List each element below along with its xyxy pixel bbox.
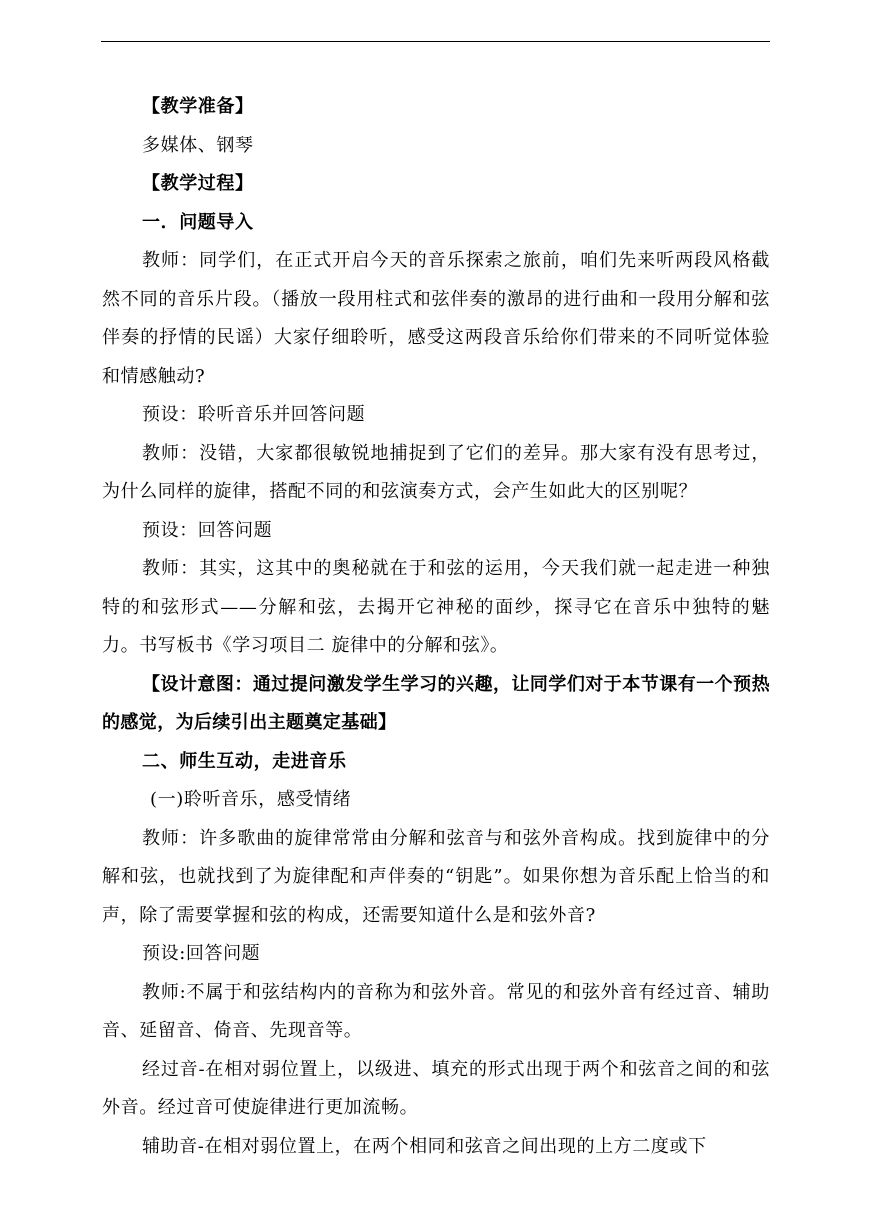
paragraph-teacher-2: 教师：没错，大家都很敏锐地捕捉到了它们的差异。那大家有没有思考过，为什么同样的旋律，搭配不同的和弦演奏方式，会产生如此大的区别呢？ — [102, 442, 770, 502]
heading-subsection-1: (一)聆听音乐，感受情绪 — [150, 789, 352, 810]
heading-section-1: 一．问题导入 — [142, 211, 254, 233]
paragraph-teacher-intro: 教师：同学们，在正式开启今天的音乐探索之旅前，咱们先来听两段风格截然不同的音乐片段。（播放一段用柱式和弦伴奏的激昂的进行曲和一段用分解和弦伴奏的抒情的民谣）大家仔细聆听，感受这两段音乐给你们带来的不同听觉体验和情感触动? — [102, 250, 770, 387]
header-rule — [101, 41, 770, 42]
paragraph-neighbor-tone: 辅助音-在相对弱位置上，在两个相同和弦音之间出现的上方二度或下 — [142, 1135, 707, 1157]
design-intent: 【设计意图：通过提问激发学生学习的兴趣，让同学们对于本节课有一个预热的感觉，为后续引出主题奠定基础】 — [102, 673, 770, 733]
prep-items: 多媒体、钢琴 — [142, 134, 254, 156]
paragraph-teacher-5: 教师:不属于和弦结构内的音称为和弦外音。常见的和弦外音有经过音、辅助音、延留音、倚音、先现音等。 — [102, 981, 770, 1041]
heading-teaching-prep: 【教学准备】 — [142, 96, 254, 117]
document-body — [102, 88, 770, 1166]
heading-section-2: 二、师生互动，走进音乐 — [142, 750, 347, 772]
paragraph-preset-3: 预设:回答问题 — [142, 943, 261, 964]
paragraph-preset-1: 预设：聆听音乐并回答问题 — [142, 404, 366, 425]
paragraph-teacher-4: 教师：许多歌曲的旋律常常由分解和弦音与和弦外音构成。找到旋律中的分解和弦，也就找到了为旋律配和声伴奏的“钥匙”。如果你想为音乐配上恰当的和声，除了需要掌握和弦的构成，还需要知道什么是和弦外音? — [102, 827, 770, 926]
paragraph-teacher-3: 教师：其实，这其中的奥秘就在于和弦的运用，今天我们就一起走进一种独特的和弦形式——分解和弦，去揭开它神秘的面纱，探寻它在音乐中独特的魅力。书写板书《学习项目二 旋律中的分解和弦》。 — [102, 558, 770, 656]
paragraph-passing-tone: 经过音-在相对弱位置上，以级进、填充的形式出现于两个和弦音之间的和弦外音。经过音可使旋律进行更加流畅。 — [102, 1058, 770, 1118]
paragraph-preset-2: 预设：回答问题 — [142, 519, 273, 541]
heading-teaching-process: 【教学过程】 — [142, 173, 254, 194]
